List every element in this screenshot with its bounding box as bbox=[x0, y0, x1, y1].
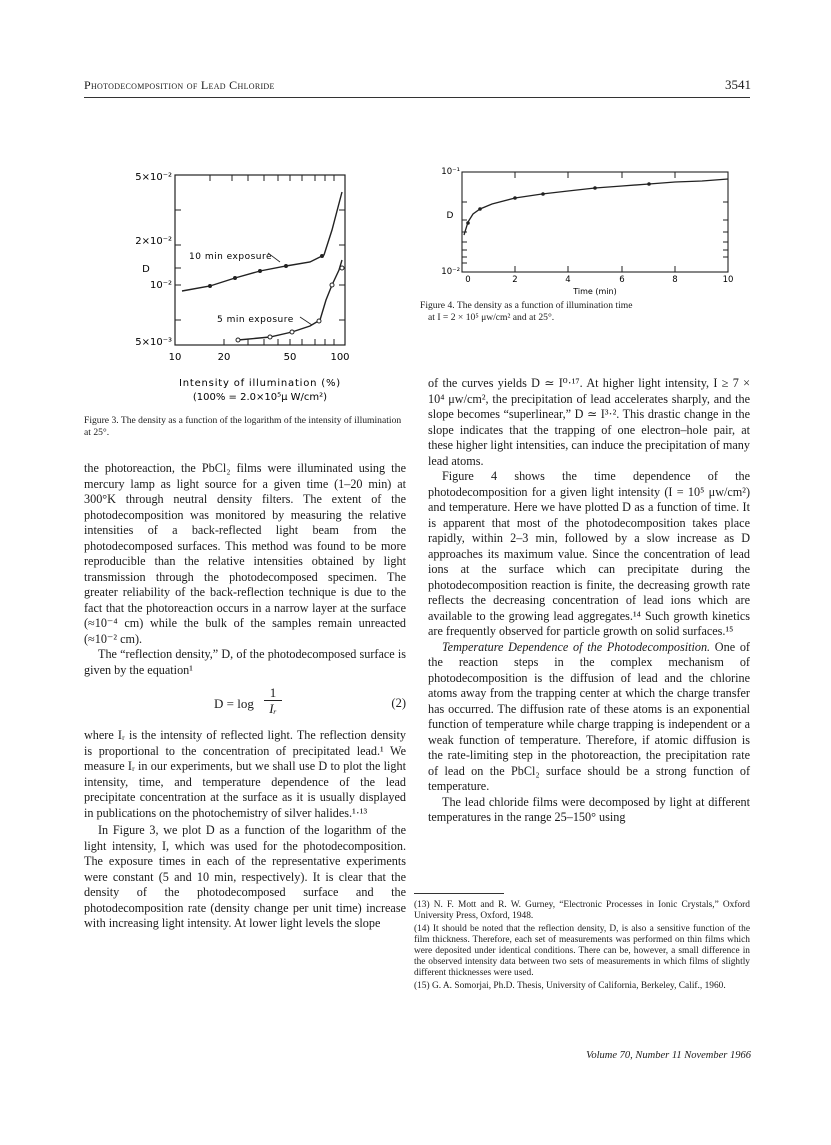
right-paragraph-4: The lead chloride films were decomposed by light at different temperatures in the range 25–150° using bbox=[428, 794, 750, 824]
figure-4-caption bbox=[420, 300, 750, 323]
footnotes bbox=[414, 893, 750, 994]
section-heading-temperature: Temperature Dependence of the Photodecomposition. bbox=[442, 639, 711, 654]
left-paragraph-2: The “reflection density,” D, of the photodecomposed surface is given by the equation¹ bbox=[84, 647, 406, 677]
equation-numerator: 1 bbox=[264, 686, 282, 701]
footnote-15: (15) G. A. Somorjai, Ph.D. Thesis, University of California, Berkeley, Calif., 1960. bbox=[414, 981, 726, 991]
right-paragraph-1: of the curves yields D ≃ I⁰·¹⁷. At higher light intensity, I ≥ 7 × 10⁴ μw/cm², the precipitation of lead accelerates sharply, and the slope becomes “superlinear,” D ≃ I³·². This drastic change in the slope indicates that the trapping of one electron–hole pair, at these higher light intensities, can induce the precipitation of many lead atoms. bbox=[428, 376, 750, 468]
equation-number: (2) bbox=[391, 696, 406, 710]
fig4-xtick-10: 10 bbox=[722, 275, 734, 285]
equation-denominator: Iᵣ bbox=[269, 701, 277, 716]
fig4-x-axis-label: Time (min) bbox=[573, 287, 617, 296]
fig4-xtick-4: 4 bbox=[565, 275, 571, 285]
fig4-xtick-2: 2 bbox=[512, 275, 518, 285]
fig3-x-axis-label: Intensity of illumination (%) bbox=[178, 378, 342, 389]
fig3-ytick-3: 10⁻² bbox=[149, 280, 172, 291]
footnote-rule bbox=[414, 893, 504, 894]
footnote-13: (13) N. F. Mott and R. W. Gurney, “Electronic Processes in Ionic Crystals,” Oxford University Press, Oxford, 1948. bbox=[414, 900, 750, 921]
fig3-arrow-5min bbox=[300, 317, 312, 325]
fig3-ytick-2: 2×10⁻² bbox=[135, 236, 172, 247]
equation-lhs: D = log bbox=[214, 696, 254, 711]
figure-3-side-ticks bbox=[175, 210, 345, 320]
right-paragraph-3 bbox=[428, 640, 750, 795]
fig4-xtick-6: 6 bbox=[619, 275, 625, 285]
footnote-14: (14) It should be noted that the reflection density, D, is also a sensitive function of the film thickness. Therefore, each set of measurements was performed on thin films which were deposited under identical conditions. There can be, however, a small difference in the observed intensity data between two sets of measurements in which films of slightly different thicknesses were used. bbox=[414, 924, 750, 978]
fig4-y-axis-label: D bbox=[446, 211, 454, 221]
right-column bbox=[428, 376, 750, 826]
figure-3-caption: Figure 3. The density as a function of the logarithm of the intensity of illumination at 25°. bbox=[84, 415, 402, 438]
fig3-xtick-1: 10 bbox=[168, 352, 182, 363]
fig4-xtick-0: 0 bbox=[465, 275, 471, 285]
figure-4-caption-line2: at I = 2 × 10⁵ μw/cm² and at 25°. bbox=[428, 311, 555, 323]
equation-fraction bbox=[264, 686, 282, 717]
fig3-points-5min bbox=[236, 266, 344, 342]
page-number: 3541 bbox=[725, 77, 751, 92]
left-paragraph-3: where Iᵣ is the intensity of reflected light. The reflection density is proportional to the concentration of precipitated lead.¹ We measure Iᵣ in our experiments, but we shall use D to plot the light intensity, time, and temperature dependence of the lead precipitate concentration at the surface as it is usually displayed in publications on the photochemistry of silver halides.¹·¹³ bbox=[84, 728, 406, 820]
fig4-ytick-top: 10⁻¹ bbox=[441, 167, 460, 177]
figure-3-top-ticks bbox=[210, 175, 334, 181]
fig3-ytick-4: 5×10⁻³ bbox=[135, 337, 172, 348]
figure-4 bbox=[432, 160, 750, 300]
fig3-annotation-10min: 10 min exposure bbox=[189, 252, 273, 262]
figure-4-y-ticks bbox=[462, 202, 728, 263]
header-rule bbox=[84, 97, 750, 98]
journal-footer: Volume 70, Number 11 November 1966 bbox=[586, 1050, 751, 1061]
left-paragraph-1: the photoreaction, the PbCl₂ films were illuminated using the mercury lamp as light source for a given time (1–20 min) at 300°K through neutral density filters. The extent of the photodecomposition was monitored by measuring the relative intensities of a back-reflected light beam from the photodecomposed surfaces. This method was found to be more reproducible than the relative intensities obtained by light transmission through the photodecomposed specimen. The greater reliability of the back-reflection technique is due to the fact that the photoreaction occurs in a narrow layer at the surface (≈10⁻⁴ cm) while the bulk of the samples remain unreacted (≈10⁻² cm). bbox=[84, 461, 406, 646]
fig3-ytick-1: 5×10⁻² bbox=[135, 172, 172, 183]
left-paragraph-4: In Figure 3, we plot D as a function of the logarithm of the light intensity, I, which was used for the photodecomposition. The exposure times in each of the representative experiments were constant (5 and 10 min, respectively). It is clear that the density of the photodecomposed surface and the photodecomposition rate (density change per unit time) increase with increasing light intensity. At lower light levels the slope bbox=[84, 823, 406, 930]
fig4-ytick-bottom: 10⁻² bbox=[441, 267, 460, 277]
running-header-title: Photodecomposition of Lead Chloride bbox=[84, 78, 275, 92]
fig3-xtick-4: 100 bbox=[330, 352, 350, 363]
fig3-annotation-5min: 5 min exposure bbox=[217, 315, 294, 325]
fig3-curve-5min bbox=[238, 260, 342, 340]
left-column bbox=[84, 461, 406, 932]
right-paragraph-3-body: One of the reaction steps in the complex mechanism of photodecomposition is the diffusion of lead and the chlorine atoms away from the trapping center at which the charge transfer has occurred. The diffusion rate of these atoms is an exponential function of temperature while charge trapping is independent or a weak function of temperature. Therefore, if atomic diffusion is the rate-limiting step in the photoreaction, the precipitation rate of lead on the PbCl₂ surface should be a strong function of temperature. bbox=[428, 639, 750, 793]
fig3-y-axis-label: D bbox=[142, 264, 150, 275]
fig3-x-axis-sublabel: (100% = 2.0×10⁵μ W/cm²) bbox=[192, 392, 328, 403]
figure-3 bbox=[120, 160, 390, 410]
equation-2 bbox=[84, 680, 406, 728]
fig3-curve-10min bbox=[182, 192, 342, 291]
fig3-xtick-3: 50 bbox=[283, 352, 297, 363]
right-paragraph-2: Figure 4 shows the time dependence of the photodecomposition for a given light intensity (I = 10⁵ μw/cm²) and temperature. Here we have plotted D as a function of time. It is apparent that most of the photodecomposition takes place rapidly, within 2–3 min, followed by a slow increase as D approaches its maximum value. Since the concentration of lead ions at the surface which can precipitate during the photodecomposition reaction is finite, the decreasing growth rate reflects the decreasing concentration of lead ions which are available to the growing lead aggregates.¹⁴ Such growth kinetics are frequently observed for particle growth on solid surfaces.¹⁵ bbox=[428, 469, 750, 638]
fig3-xtick-2: 20 bbox=[217, 352, 231, 363]
fig4-xtick-8: 8 bbox=[672, 275, 678, 285]
figure-4-caption-line1: Figure 4. The density as a function of illumination time bbox=[420, 300, 633, 311]
